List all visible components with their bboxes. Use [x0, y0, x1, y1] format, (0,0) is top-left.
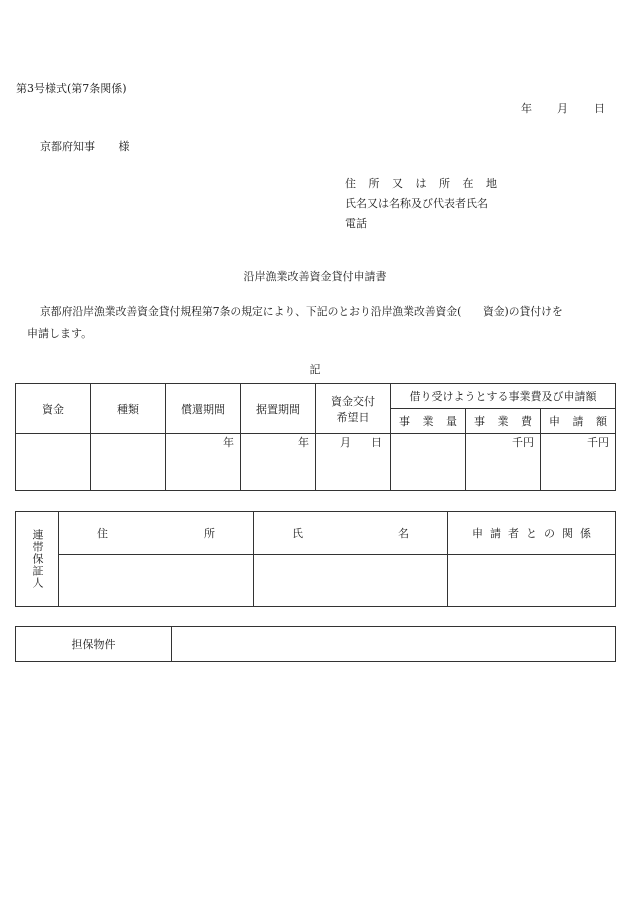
guarantor-address-cell[interactable]: [59, 555, 254, 607]
cell-deferment[interactable]: [241, 434, 316, 491]
deferment-unit: 年: [298, 436, 309, 449]
collateral-cell[interactable]: [172, 627, 616, 662]
date-year-label: 年: [521, 102, 532, 115]
cost-unit: 千円: [512, 436, 534, 449]
guarantor-header-relation: 申 請 者 と の 関 係: [448, 512, 616, 555]
header-repayment-period: 償還期間: [166, 384, 241, 434]
cell-qty[interactable]: [391, 434, 466, 491]
header-desired-date-line2: 希望日: [336, 410, 370, 424]
form-number: 第3号様式(第7条関係): [16, 82, 127, 95]
body-line-2: 申請します。: [27, 327, 93, 340]
collateral-table: [15, 626, 616, 662]
header-desired-date: [316, 384, 391, 434]
guarantor-table: [15, 511, 616, 607]
cell-cost[interactable]: [466, 434, 541, 491]
guarantor-header-address: 住 所: [59, 512, 254, 555]
loan-table: [15, 383, 616, 491]
cell-amount[interactable]: [541, 434, 616, 491]
collateral-label: 担保物件: [16, 627, 172, 662]
day-unit: 日: [371, 436, 382, 449]
addressee-honorific: 様: [118, 140, 130, 153]
repayment-unit: 年: [223, 436, 234, 449]
date-day-label: 日: [594, 102, 605, 115]
guarantor-side-text: 連帯保証人: [31, 529, 44, 589]
header-cost: 事 業 費: [466, 409, 541, 434]
guarantor-relation-cell[interactable]: [448, 555, 616, 607]
cell-type[interactable]: [91, 434, 166, 491]
header-type: 種類: [91, 384, 166, 434]
amount-unit: 千円: [587, 436, 610, 449]
body-line-1: 京都府沿岸漁業改善資金貸付規程第7条の規定により、下記のとおり沿岸漁業改善資金( 資金)の貸付けを: [40, 305, 563, 318]
ki-label: 記: [309, 363, 321, 376]
header-fund: 資金: [16, 384, 91, 434]
header-desired-date-line1: 資金交付: [331, 394, 375, 408]
guarantor-header-name: 氏 名: [254, 512, 448, 555]
header-group: 借り受けようとする事業費及び申請額: [391, 384, 616, 409]
applicant-name-label: 氏名又は名称及び代表者氏名: [345, 197, 488, 210]
guarantor-side-label: [16, 512, 59, 607]
month-unit: 月: [340, 436, 351, 449]
applicant-block: [345, 174, 497, 234]
guarantor-name-cell[interactable]: [254, 555, 448, 607]
addressee: [40, 138, 130, 154]
document-title: 沿岸漁業改善資金貸付申請書: [243, 270, 387, 283]
header-deferment-period: 据置期間: [241, 384, 316, 434]
header-qty: 事 業 量: [391, 409, 466, 434]
cell-desired-date[interactable]: [316, 434, 391, 491]
date-month-label: 月: [557, 102, 568, 115]
addressee-name: 京都府知事: [40, 140, 95, 153]
cell-repayment[interactable]: [166, 434, 241, 491]
cell-fund[interactable]: [16, 434, 91, 491]
header-amount: 申 請 額: [541, 409, 616, 434]
applicant-phone-label: 電話: [345, 217, 367, 230]
applicant-address-label: 住 所 又 は 所 在 地: [345, 177, 497, 190]
